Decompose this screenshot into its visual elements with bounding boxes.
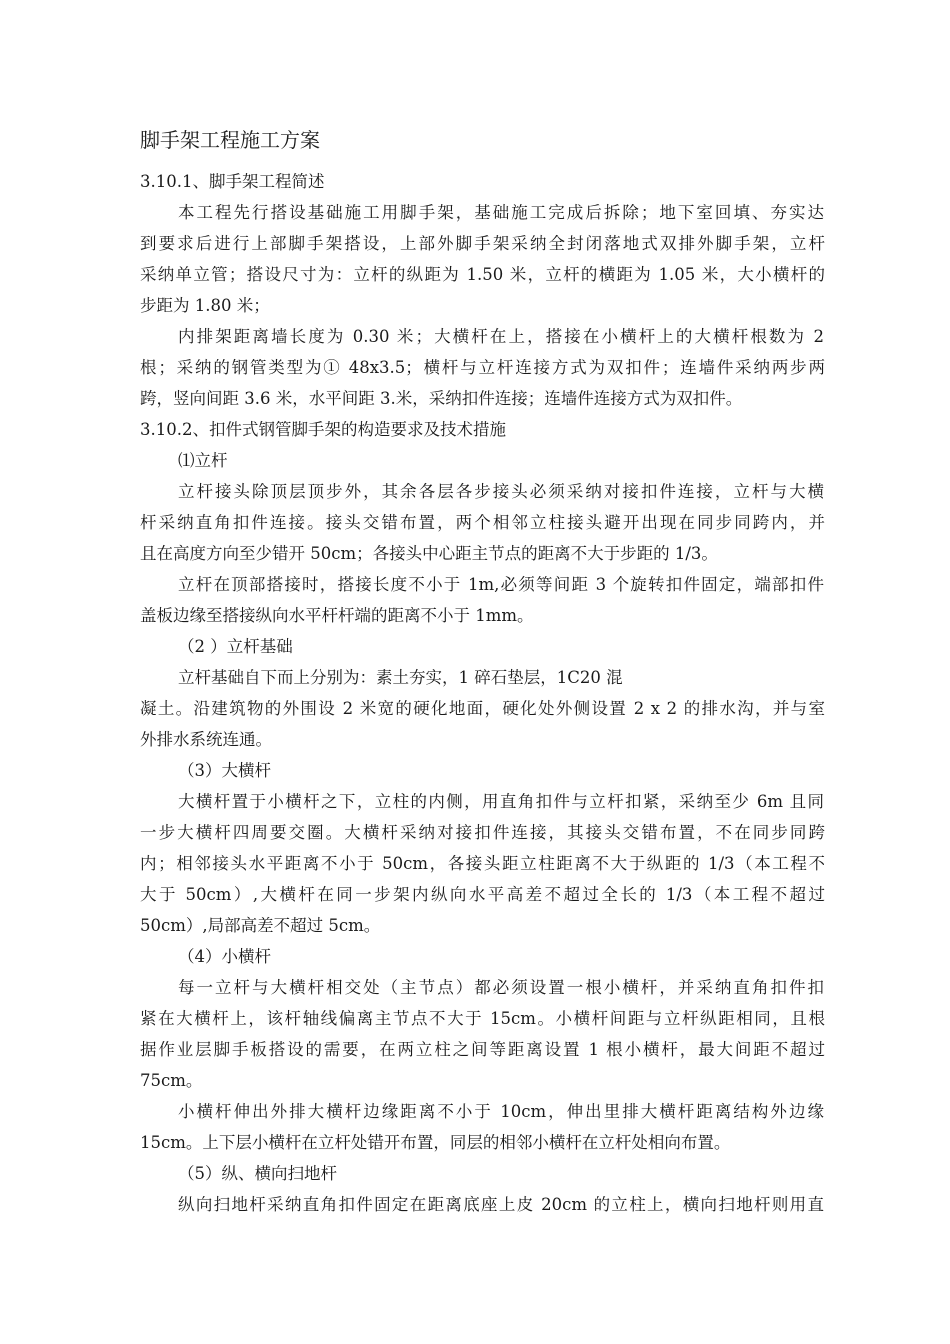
paragraph-line: 15cm。上下层小横杆在立杆处错开布置，同层的相邻小横杆在立杆处相向布置。	[140, 1133, 731, 1152]
paragraph-line: 盖板边缘至搭接纵向水平杆杆端的距离不小于 1mm。	[140, 606, 534, 625]
paragraph-line: 据作业层脚手板搭设的需要，在两立柱之间等距离设置 1 根小横杆，最大间距不超过	[140, 1040, 825, 1059]
paragraph-line: 外排水系统连通。	[140, 730, 272, 749]
paragraph-line: 50cm）,局部高差不超过 5cm。	[140, 916, 381, 935]
paragraph-line: 紧在大横杆上，该杆轴线偏离主节点不大于 15cm。小横杆间距与立杆纵距相同，且根	[140, 1009, 825, 1028]
paragraph-line: 立杆在顶部搭接时，搭接长度不小于 1m,必须等间距 3 个旋转扣件固定，端部扣件	[178, 575, 824, 594]
paragraph-line: 杆采纳直角扣件连接。接头交错布置，两个相邻立柱接头避开出现在同步同跨内，并	[140, 513, 825, 532]
paragraph-line: 内；相邻接头水平距离不小于 50cm，各接头距立柱距离不大于纵距的 1/3（本工程不	[140, 854, 825, 873]
paragraph-line: 采纳单立管；搭设尺寸为：立杆的纵距为 1.50 米，立杆的横距为 1.05 米，大小横杆的	[140, 265, 825, 284]
paragraph-line: 每一立杆与大横杆相交处（主节点）都必须设置一根小横杆，并采纳直角扣件扣	[178, 978, 824, 997]
subsection-heading: （4）小横杆	[178, 947, 271, 966]
paragraph-line: 立杆基础自下而上分别为：素土夯实，1 碎石垫层，1C20 混	[178, 668, 623, 687]
paragraph-line: 一步大横杆四周要交圈。大横杆采纳对接扣件连接，其接头交错布置，不在同步同跨	[140, 823, 825, 842]
section-heading: 3.10.2、扣件式钢管脚手架的构造要求及技术措施	[140, 420, 506, 439]
paragraph-line: 且在高度方向至少错开 50cm；各接头中心距主节点的距离不大于步距的 1/3。	[140, 544, 718, 563]
paragraph-line: 凝土。沿建筑物的外围设 2 米宽的硬化地面，硬化处外侧设置 2 x 2 的排水沟，并与室	[140, 699, 825, 718]
section-heading: 3.10.1、脚手架工程简述	[140, 172, 325, 191]
paragraph-line: 内排架距离墙长度为 0.30 米；大横杆在上，搭接在小横杆上的大横杆根数为 2	[178, 327, 824, 346]
paragraph-line: 根；采纳的钢管类型为① 48x3.5；横杆与立杆连接方式为双扣件；连墙件采纳两步两	[140, 358, 825, 377]
paragraph-line: 75cm。	[140, 1071, 203, 1090]
paragraph-line: 纵向扫地杆采纳直角扣件固定在距离底座上皮 20cm 的立柱上，横向扫地杆则用直	[178, 1195, 824, 1214]
subsection-heading: （2 ）立杆基础	[178, 637, 293, 656]
paragraph-line: 大横杆置于小横杆之下，立柱的内侧，用直角扣件与立杆扣紧，采纳至少 6m 且同	[178, 792, 824, 811]
subsection-heading: （3）大横杆	[178, 761, 271, 780]
subsection-heading: （5）纵、横向扫地杆	[178, 1164, 337, 1183]
paragraph-line: 步距为 1.80 米；	[140, 296, 270, 315]
paragraph-line: 本工程先行搭设基础施工用脚手架，基础施工完成后拆除；地下室回填、夯实达	[178, 203, 824, 222]
paragraph-line: 立杆接头除顶层顶步外，其余各层各步接头必须采纳对接扣件连接，立杆与大横	[178, 482, 824, 501]
paragraph-line: 大于 50cm）,大横杆在同一步架内纵向水平高差不超过全长的 1/3（本工程不超过	[140, 885, 825, 904]
paragraph-line: 跨，竖向间距 3.6 米，水平间距 3.米，采纳扣件连接；连墙件连接方式为双扣件。	[140, 389, 743, 408]
document-title: 脚手架工程施工方案	[140, 128, 320, 152]
paragraph-line: 到要求后进行上部脚手架搭设，上部外脚手架采纳全封闭落地式双排外脚手架，立杆	[140, 234, 825, 253]
subsection-heading: ⑴立杆	[178, 451, 228, 470]
paragraph-line: 小横杆伸出外排大横杆边缘距离不小于 10cm，伸出里排大横杆距离结构外边缘	[178, 1102, 824, 1121]
